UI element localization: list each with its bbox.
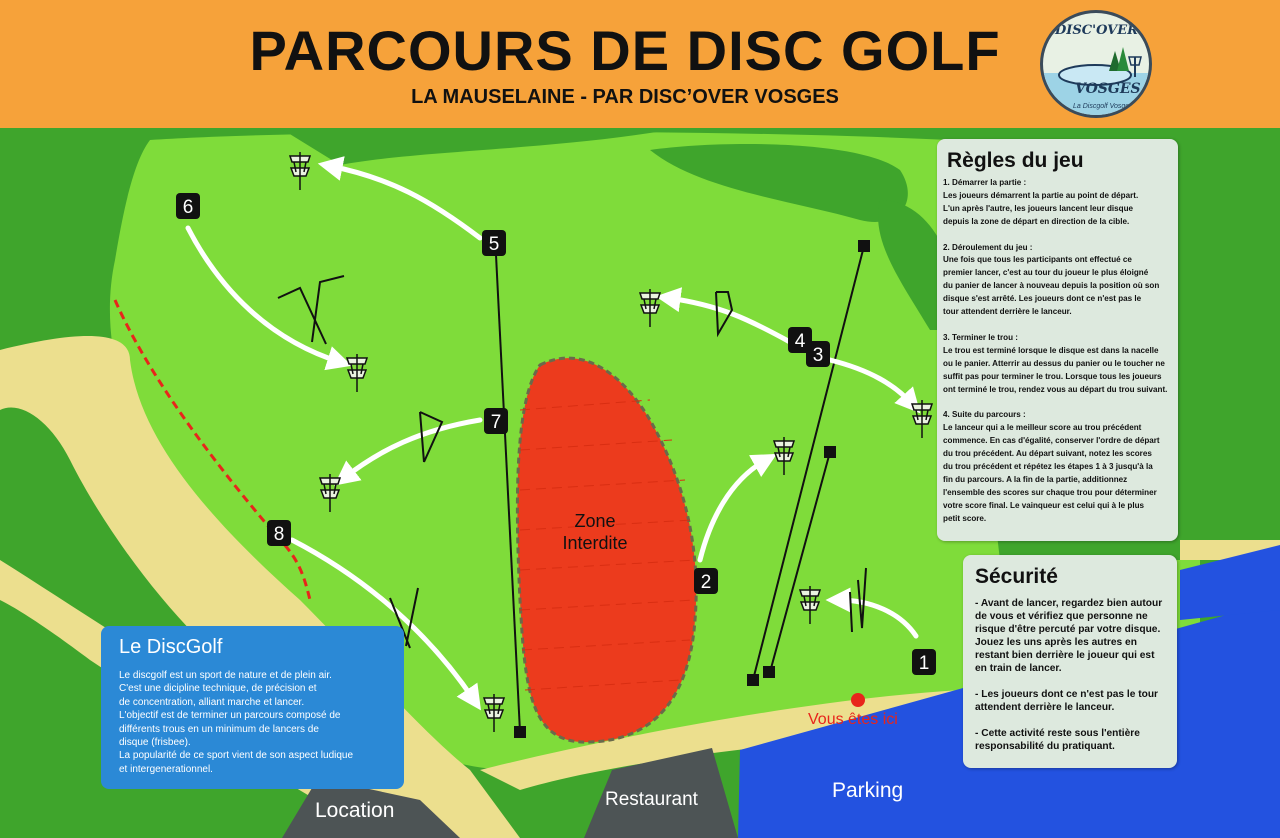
marker-square xyxy=(858,240,870,252)
logo-bottom-text: VOSGES xyxy=(1075,81,1141,97)
security-panel xyxy=(963,555,1177,768)
logo-top-text: DISC'OVER xyxy=(1055,23,1138,38)
hole-number: 5 xyxy=(488,234,500,255)
you-are-here-dot xyxy=(851,693,865,707)
restaurant-label: Restaurant xyxy=(605,789,698,810)
rules-panel xyxy=(937,139,1178,541)
logo-tagline: La Discgolf Vosges xyxy=(1073,103,1133,110)
hole-number: 4 xyxy=(794,331,806,352)
hole-number: 6 xyxy=(182,197,194,218)
you-are-here-label: Vous êtes ici xyxy=(808,711,898,728)
page-subtitle: LA MAUSELAINE - PAR DISC’OVER VOSGES xyxy=(411,86,839,108)
security-title: Sécurité xyxy=(975,565,1058,588)
hole-number: 2 xyxy=(700,572,712,593)
hole-number: 7 xyxy=(490,412,502,433)
marker-square xyxy=(514,726,526,738)
parking-label: Parking xyxy=(832,779,904,802)
hole-number: 8 xyxy=(273,524,285,545)
page-title: PARCOURS DE DISC GOLF xyxy=(249,19,1001,82)
discgolf-info-panel xyxy=(101,626,404,789)
security-text: - Avant de lancer, regardez bien autour de vous et vérifiez que personne ne risque d'être percuté par votre disque. Jouez les uns après les autres en restant bien derrière le joueur qui est en train de lancer. - Les joueurs dont ce n'est pas le tour attendent derrière le lanceur. - Cette activité reste sous l'entière responsabilité du pratiquant. xyxy=(975,598,1163,752)
marker-square xyxy=(747,674,759,686)
marker-square xyxy=(763,666,775,678)
hole-number: 1 xyxy=(918,653,930,674)
marker-square xyxy=(824,446,836,458)
forbidden-zone-label xyxy=(520,510,670,554)
location-label: Location xyxy=(315,799,395,822)
disc-over-vosges-logo xyxy=(1040,10,1152,118)
zone-label-line-1: Zone xyxy=(574,511,616,531)
discgolf-title: Le DiscGolf xyxy=(119,636,223,658)
rules-text: 1. Démarrer la partie : Les joueurs démarrent la partie au point de départ. L'un après l'autre, les joueurs lancent leur disque depuis la zone de départ en direction de la cible. 2. Déroulement du jeu : Une fois que tous les participants ont effectué ce premier lancer, c'est au tour du joueur le plus éloigné du panier de lancer à nouveau depuis la position où son disque s'est arrêté. Les joueurs dont ce n'est pas le tour attendent derrière le lanceur. 3. Terminer le trou : Le trou est terminé lorsque le disque est dans la nacelle ou le panier. Atterrir au dessus du panier ou le toucher ne suffit pas pour terminer le trou. Lorsque tous les joueurs ont terminé le trou, rendez vous au départ du trou suivant. 4. Suite du parcours : Le lanceur qui a le meilleur score au trou précédent commence. En cas d'égalité, conserver l'ordre de départ du trou précédent. Au départ suivant, notez les scores du trou précédent et répétez les étapes 1 à 3 jusqu'à la fin du parcours. A la fin de la partie, additionnez l'ensemble des scores sur chaque trou pour déterminer votre score final. Le vainqueur est celui qui à le plus petit score. xyxy=(943,178,1168,523)
hole-number: 3 xyxy=(812,345,824,366)
discgolf-text: Le discgolf est un sport de nature et de plein air. C'est une dicipline technique, de précision et de concentration, alliant marche et lancer. L'objectif est de terminer un parcours composé de différents trous en un minimum de lancers de disque (frisbee). La popularité de ce sport vient de son aspect ludique et intergenerationnel. xyxy=(119,670,354,775)
rules-title: Règles du jeu xyxy=(947,149,1084,172)
zone-label-line-2: Interdite xyxy=(562,533,628,553)
